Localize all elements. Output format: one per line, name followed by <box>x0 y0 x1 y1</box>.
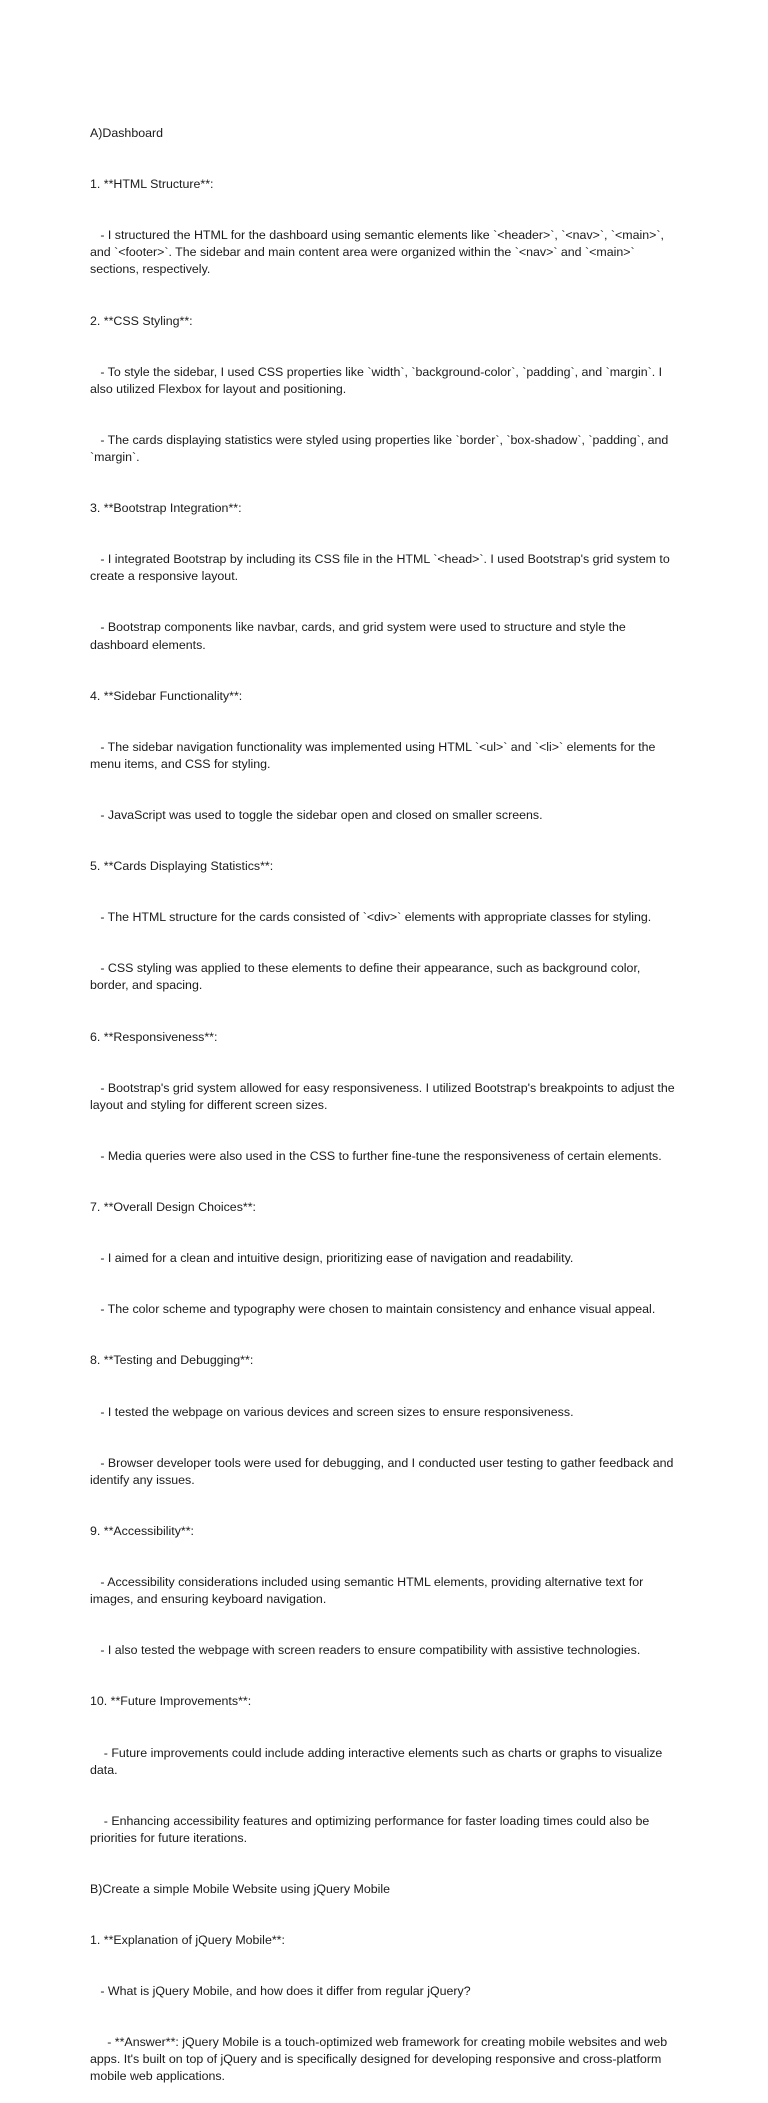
paragraph: - What is jQuery Mobile, and how does it differ from regular jQuery? <box>90 1984 471 1999</box>
paragraph: - Bootstrap components like navbar, cards, and grid system were used to structure and style the dashboard elements. <box>90 620 630 652</box>
paragraph: - Enhancing accessibility features and optimizing performance for faster loading times could also be priorities for future iterations. <box>90 1813 653 1845</box>
item-heading-sidebar-functionality: 4. **Sidebar Functionality**: <box>90 688 243 703</box>
paragraph: - The color scheme and typography were chosen to maintain consistency and enhance visual appeal. <box>90 1302 656 1317</box>
item-heading-responsiveness: 6. **Responsiveness**: <box>90 1029 218 1044</box>
item-heading-html-structure: 1. **HTML Structure**: <box>90 177 214 192</box>
paragraph: - I tested the webpage on various devices and screen sizes to ensure responsiveness. <box>90 1404 574 1419</box>
section-heading-a: A)Dashboard <box>90 126 164 141</box>
item-heading-design-choices: 7. **Overall Design Choices**: <box>90 1200 256 1215</box>
paragraph: - I integrated Bootstrap by including its CSS file in the HTML `<head>`. I used Bootstrap's grid system to create a responsive layout. <box>90 552 674 584</box>
item-heading-cards-statistics: 5. **Cards Displaying Statistics**: <box>90 859 274 874</box>
paragraph: - Media queries were also used in the CSS to further fine-tune the responsiveness of certain elements. <box>90 1148 662 1163</box>
paragraph: - Future improvements could include adding interactive elements such as charts or graphs to visualize data. <box>90 1745 666 1777</box>
paragraph: - The cards displaying statistics were styled using properties like `border`, `box-shadow`, `padding`, and `margin`. <box>90 432 672 464</box>
paragraph: - To style the sidebar, I used CSS properties like `width`, `background-color`, `padding`, and `margin`. I also utilized Flexbox for layout and positioning. <box>90 364 666 396</box>
item-heading-future-improvements: 10. **Future Improvements**: <box>90 1694 252 1709</box>
paragraph: - Accessibility considerations included using semantic HTML elements, providing alternative text for images, and ensuring keyboard navigation. <box>90 1575 647 1607</box>
section-heading-b: B)Create a simple Mobile Website using jQuery Mobile <box>90 1881 391 1896</box>
paragraph: - The sidebar navigation functionality was implemented using HTML `<ul>` and `<li>` elements for the menu items, and CSS for styling. <box>90 739 659 771</box>
item-heading-bootstrap-integration: 3. **Bootstrap Integration**: <box>90 501 242 516</box>
paragraph: - I aimed for a clean and intuitive design, prioritizing ease of navigation and readability. <box>90 1251 574 1266</box>
document-body <box>90 91 680 2103</box>
paragraph: - I structured the HTML for the dashboard using semantic elements like `<header>`, `<nav>`, `<main>`, and `<footer>`. The sidebar and main content area were organized within the `<nav>` and `<main>` sections, respectively. <box>90 228 668 277</box>
paragraph: - CSS styling was applied to these elements to define their appearance, such as background color, border, and spacing. <box>90 961 644 993</box>
item-heading-css-styling: 2. **CSS Styling**: <box>90 313 193 328</box>
item-heading-accessibility: 9. **Accessibility**: <box>90 1523 194 1538</box>
paragraph: - Browser developer tools were used for debugging, and I conducted user testing to gather feedback and identify any issues. <box>90 1455 677 1487</box>
item-heading-jquery-mobile: 1. **Explanation of jQuery Mobile**: <box>90 1933 285 1948</box>
paragraph: - Bootstrap's grid system allowed for easy responsiveness. I utilized Bootstrap's breakpoints to adjust the layout and styling for different screen sizes. <box>90 1080 679 1112</box>
paragraph: - JavaScript was used to toggle the sidebar open and closed on smaller screens. <box>90 807 543 822</box>
paragraph: - I also tested the webpage with screen readers to ensure compatibility with assistive technologies. <box>90 1643 641 1658</box>
paragraph: - **Answer**: jQuery Mobile is a touch-optimized web framework for creating mobile websites and web apps. It's built on top of jQuery and is specifically designed for developing responsive and cross-platform mobile web applications. <box>90 2035 671 2084</box>
paragraph: - The HTML structure for the cards consisted of `<div>` elements with appropriate classes for styling. <box>90 910 652 925</box>
item-heading-testing-debugging: 8. **Testing and Debugging**: <box>90 1353 254 1368</box>
